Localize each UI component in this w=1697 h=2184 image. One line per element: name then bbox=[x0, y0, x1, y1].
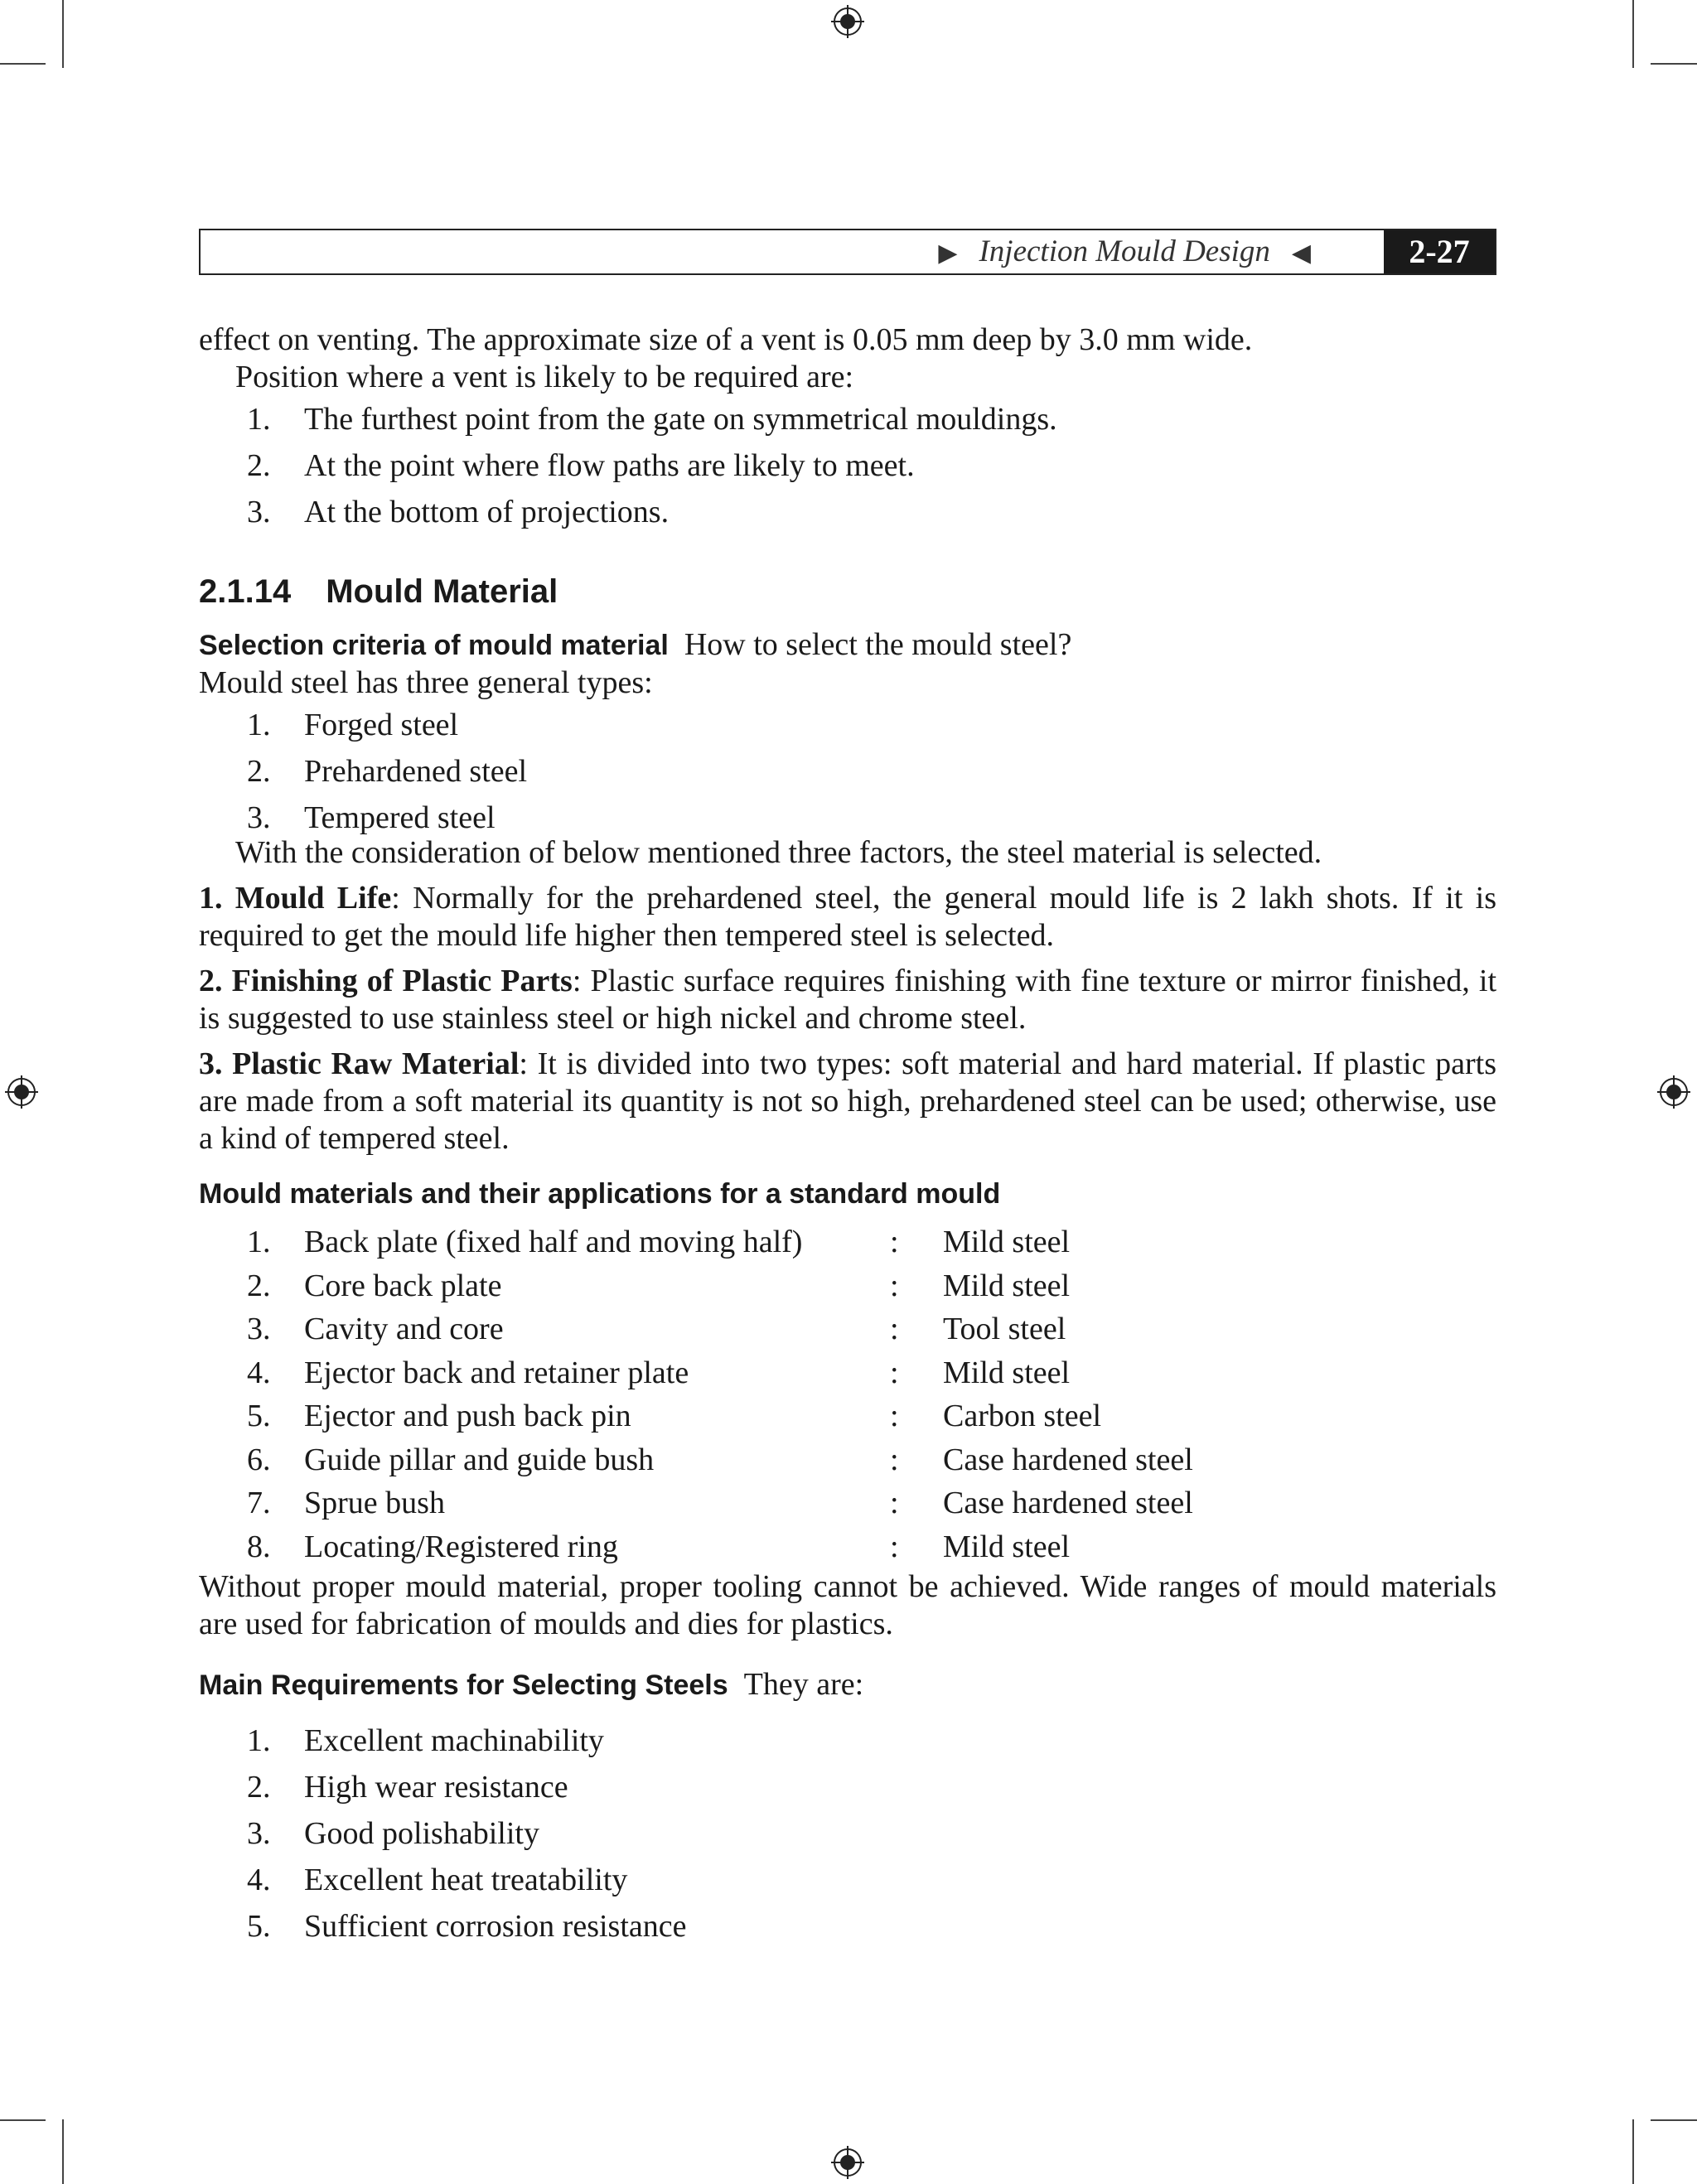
selection-paragraph: Selection criteria of mould material How to select the mould steel? bbox=[199, 627, 1072, 662]
list-item: 1. Forged steel bbox=[247, 708, 459, 742]
continuation-paragraph: effect on venting. The approximate size of a vent is 0.05 mm deep by 3.0 mm wide. bbox=[199, 322, 1253, 357]
list-item: 3. At the bottom of projections. bbox=[247, 495, 670, 529]
running-header-title bbox=[916, 230, 1332, 273]
crop-mark-bottom-left-h bbox=[0, 2119, 46, 2121]
factors-lead: With the consideration of below mentioned three factors, the steel material is selected. bbox=[235, 835, 1322, 870]
section-title: Mould Material bbox=[326, 573, 558, 610]
factor-finishing: 2. Finishing of Plastic Parts: Plastic surface requires finishing with fine texture or mirror finished, it is suggested to use stainless steel or high nickel and chrome steel. bbox=[199, 964, 1496, 1036]
crop-mark-bottom-left bbox=[62, 2119, 64, 2184]
materials-closing: Without proper mould material, proper tooling cannot be achieved. Wide ranges of mould materials are used for fabrication of moulds and dies for plastics. bbox=[199, 1569, 1496, 1641]
triangle-right-icon: ▶ bbox=[938, 239, 958, 267]
vent-positions-list bbox=[199, 396, 1496, 535]
page-body bbox=[199, 321, 1496, 1950]
materials-table bbox=[199, 1220, 1496, 1568]
requirements-list bbox=[199, 1718, 1496, 1950]
section-number: 2.1.14 bbox=[199, 573, 292, 610]
table-row: 6. Guide pillar and guide bush : Case hardened steel bbox=[247, 1442, 1193, 1477]
registration-mark-bottom-icon bbox=[831, 2146, 864, 2179]
list-item: 4. Excellent heat treatability bbox=[247, 1863, 628, 1897]
types-lead: Mould steel has three general types: bbox=[199, 665, 653, 700]
header-title-text: Injection Mould Design bbox=[979, 234, 1270, 268]
table-row: 2. Core back plate : Mild steel bbox=[247, 1268, 1071, 1303]
registration-mark-left-icon bbox=[5, 1075, 38, 1109]
crop-mark-top-right bbox=[1632, 0, 1634, 68]
crop-mark-bottom-right bbox=[1632, 2119, 1634, 2184]
table-row: 3. Cavity and core : Tool steel bbox=[247, 1312, 1066, 1346]
table-row: 5. Ejector and push back pin : Carbon steel bbox=[247, 1399, 1102, 1433]
crop-mark-bottom-right-h bbox=[1651, 2119, 1697, 2121]
list-item: 5. Sufficient corrosion resistance bbox=[247, 1909, 687, 1944]
section-heading bbox=[199, 572, 1496, 611]
crop-mark-top-left bbox=[62, 0, 64, 68]
list-item: 2. At the point where flow paths are likely to meet. bbox=[247, 448, 915, 483]
list-item: 2. High wear resistance bbox=[247, 1770, 568, 1805]
list-item: 1. The furthest point from the gate on symmetrical mouldings. bbox=[247, 402, 1057, 437]
list-item: 3. Tempered steel bbox=[247, 800, 496, 835]
table-row: 1. Back plate (fixed half and moving half) : Mild steel bbox=[247, 1225, 1071, 1259]
list-item: 1. Excellent machinability bbox=[247, 1723, 604, 1758]
requirements-heading: Main Requirements for Selecting Steels bbox=[199, 1669, 728, 1701]
list-item: 2. Prehardened steel bbox=[247, 754, 528, 789]
table-row: 7. Sprue bush : Case hardened steel bbox=[247, 1486, 1193, 1520]
table-row: 4. Ejector back and retainer plate : Mild steel bbox=[247, 1355, 1071, 1390]
triangle-left-icon: ◀ bbox=[1291, 239, 1311, 267]
selection-heading: Selection criteria of mould material bbox=[199, 630, 669, 661]
page-number: 2-27 bbox=[1384, 230, 1495, 273]
crop-mark-top-left-h bbox=[0, 63, 46, 65]
table-row: 8. Locating/Registered ring : Mild steel bbox=[247, 1529, 1071, 1564]
registration-mark-top-icon bbox=[831, 5, 864, 38]
vent-lead: Position where a vent is likely to be required are: bbox=[235, 360, 854, 394]
list-item: 3. Good polishability bbox=[247, 1816, 539, 1851]
factor-raw-material: 3. Plastic Raw Material: It is divided into two types: soft material and hard material. If plastic parts are made from a soft material its quantity is not so high, prehardened steel can be used; otherwise, use a kind of tempered steel. bbox=[199, 1046, 1497, 1156]
steel-types-list bbox=[199, 702, 1496, 841]
factor-mould-life: 1. Mould Life: Normally for the prehardened steel, the general mould life is 2 lakh shots. If it is required to get the mould life higher then tempered steel is selected. bbox=[199, 881, 1496, 953]
crop-mark-top-right-h bbox=[1651, 63, 1697, 65]
running-header bbox=[199, 229, 1496, 275]
registration-mark-right-icon bbox=[1657, 1075, 1690, 1109]
requirements-paragraph: Main Requirements for Selecting Steels They are: bbox=[199, 1667, 864, 1702]
materials-heading: Mould materials and their applications for a standard mould bbox=[199, 1178, 1001, 1210]
